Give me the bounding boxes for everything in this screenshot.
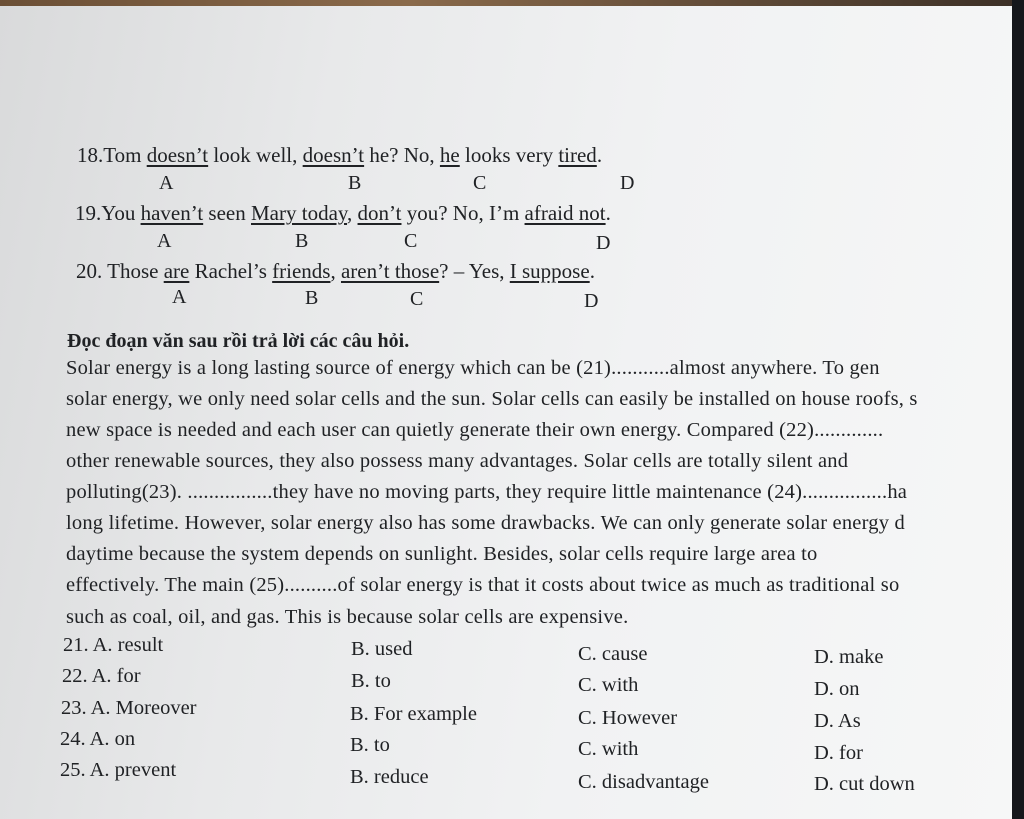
- underlined-option-b: friends: [272, 259, 331, 283]
- option-letter-b: B: [305, 287, 319, 309]
- option-21-a: 21. A. result: [63, 634, 164, 656]
- passage-line: other renewable sources, they also possess many advantages. Solar cells are totally silent and: [66, 450, 849, 472]
- option-21-d: D. make: [814, 646, 884, 668]
- option-21-c: C. cause: [578, 643, 648, 665]
- question-number: 19.: [75, 201, 102, 225]
- passage-line: new space is needed and each user can quietly generate their own energy. Compared (22).............: [66, 419, 884, 441]
- option-21-b: B. used: [351, 638, 413, 660]
- passage-line: effectively. The main (25)..........of solar energy is that it costs about twice as much as traditional so: [66, 574, 900, 596]
- passage-line: solar energy, we only need solar cells and the sun. Solar cells can easily be installed on house roofs, s: [66, 388, 918, 410]
- option-25-a: 25. A. prevent: [60, 759, 177, 781]
- worksheet-page: [0, 6, 1012, 819]
- option-letter-c: C: [404, 230, 418, 252]
- option-letter-c: C: [410, 288, 424, 310]
- passage-line: Solar energy is a long lasting source of energy which can be (21)...........almost anywhere. To gen: [66, 357, 880, 379]
- question-text: ,: [330, 259, 341, 283]
- option-22-a: 22. A. for: [62, 665, 141, 687]
- question-text: .: [596, 143, 603, 167]
- underlined-option-a: doesn’t: [146, 143, 209, 167]
- option-24-c: C. with: [578, 738, 639, 760]
- passage-line: such as coal, oil, and gas. This is because solar cells are expensive.: [66, 606, 629, 628]
- underlined-option-d: afraid not: [524, 201, 606, 225]
- option-letter-d: D: [584, 290, 599, 312]
- option-24-d: D. for: [814, 742, 863, 764]
- underlined-option-c: aren’t those: [340, 259, 440, 283]
- underlined-option-a: haven’t: [140, 201, 204, 225]
- option-23-c: C. However: [578, 707, 678, 729]
- question-number: 20.: [76, 259, 108, 283]
- background-edge: [1012, 0, 1024, 819]
- underlined-option-b: doesn’t: [302, 143, 365, 167]
- underlined-option-a: are: [163, 259, 190, 283]
- question-text: seen: [203, 201, 251, 225]
- question-text: ,: [347, 201, 358, 225]
- question-text: Those: [107, 259, 164, 283]
- underlined-option-c: don’t: [357, 201, 402, 225]
- option-25-c: C. disadvantage: [578, 771, 709, 793]
- question-text: looks very: [459, 143, 559, 167]
- passage-line: polluting(23). ................they have no moving parts, they require little maintenance (24)................ha: [66, 481, 908, 503]
- underlined-option-b: Mary today: [251, 201, 348, 225]
- question-text: .: [605, 201, 611, 225]
- option-letter-a: A: [157, 230, 172, 252]
- question-text: Tom: [103, 143, 147, 167]
- option-24-a: 24. A. on: [60, 728, 136, 750]
- question-text: You: [101, 201, 141, 225]
- question-text: .: [589, 259, 595, 283]
- option-letter-c: C: [473, 172, 487, 194]
- option-22-b: B. to: [351, 670, 391, 692]
- question-number: 18.: [77, 143, 104, 167]
- option-letter-d: D: [620, 172, 635, 194]
- question-text: look well,: [208, 143, 303, 167]
- option-letter-b: B: [348, 172, 362, 194]
- question-text: Rachel’s: [189, 259, 273, 283]
- question-18: [77, 143, 602, 168]
- option-letter-a: A: [159, 172, 174, 194]
- option-22-d: D. on: [814, 678, 860, 700]
- option-24-b: B. to: [350, 734, 390, 756]
- option-23-a: 23. A. Moreover: [61, 697, 197, 719]
- option-25-d: D. cut down: [814, 773, 915, 795]
- underlined-option-d: tired: [558, 143, 597, 167]
- option-letter-b: B: [295, 230, 309, 252]
- question-20: [76, 259, 595, 284]
- option-25-b: B. reduce: [350, 766, 429, 788]
- question-text: you? No, I’m: [401, 201, 525, 225]
- passage-line: daytime because the system depends on sunlight. Besides, solar cells require large area to: [66, 543, 818, 565]
- option-22-c: C. with: [578, 674, 639, 696]
- question-text: ? – Yes,: [439, 259, 510, 283]
- passage-line: long lifetime. However, solar energy also has some drawbacks. We can only generate solar energy d: [66, 512, 905, 534]
- underlined-option-d: I suppose: [509, 259, 590, 283]
- question-19: [75, 201, 611, 226]
- section-heading: Đọc đoạn văn sau rồi trả lời các câu hỏi.: [67, 330, 410, 352]
- underlined-option-c: he: [439, 143, 460, 167]
- option-23-d: D. As: [814, 710, 861, 732]
- option-23-b: B. For example: [350, 703, 477, 725]
- question-text: he? No,: [364, 143, 440, 167]
- option-letter-d: D: [596, 232, 611, 254]
- option-letter-a: A: [172, 286, 187, 308]
